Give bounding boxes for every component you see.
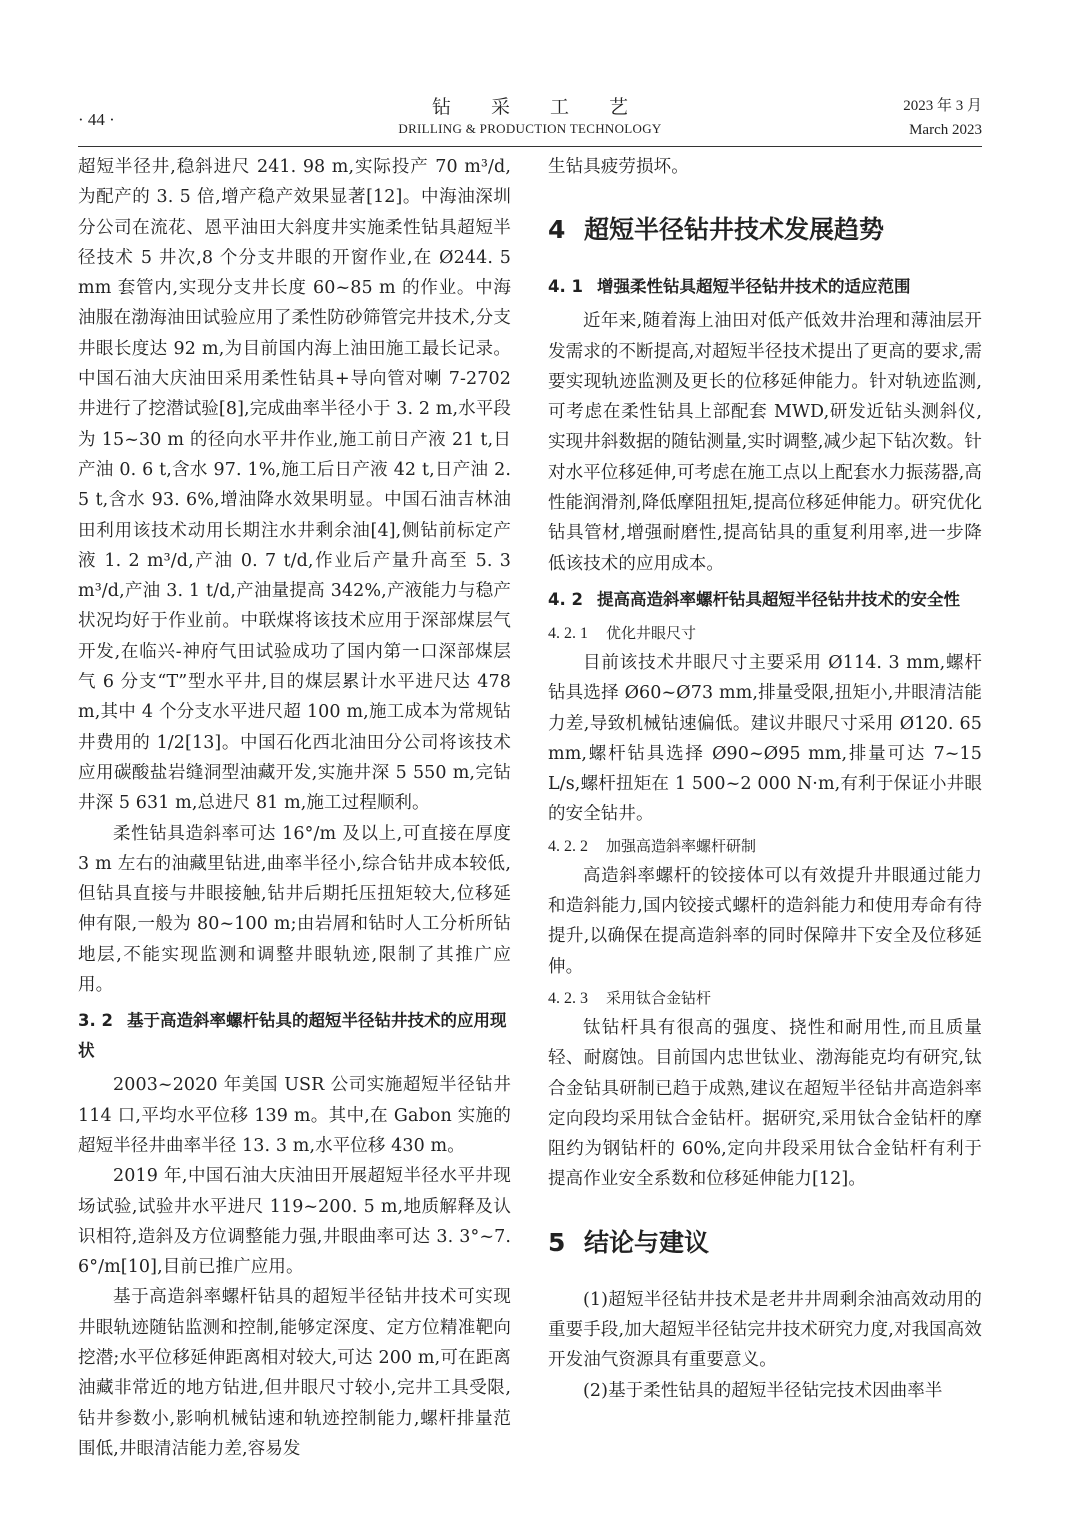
section-title: 采用钛合金钻杆: [606, 988, 712, 1007]
section-number: 4. 1: [548, 277, 583, 297]
section-title: 加强高造斜率螺杆研制: [606, 836, 757, 855]
section-heading-4-2: [548, 585, 982, 615]
paragraph: (2)基于柔性钻具的超短半径钻完技术因曲率半: [583, 1380, 943, 1401]
paragraph: 柔性钻具造斜率可达 16°/m 及以上,可直接在厚度 3 m 左右的油藏里钻进,曲率半径小,综合钻井成本较低,但钻具直接与井眼接触,钻井后期托压扭矩较大,位移延伸有限,一般为 80~100 m;由岩屑和钻时人工分析所钻地层,不能实现监测和调整井眼轨迹,限制了其推广应用。: [78, 823, 511, 996]
paragraph: 生钻具疲劳损坏。: [548, 157, 689, 177]
section-number: 4. 2: [548, 589, 583, 609]
section-number: 4: [548, 215, 566, 245]
section-title: 结论与建议: [584, 1227, 710, 1257]
section-number: 4. 2. 2: [548, 837, 588, 855]
issue-date-en: March 2023: [909, 122, 982, 138]
section-title: 超短半径钻井技术发展趋势: [584, 215, 885, 245]
paragraph: 基于高造斜率螺杆钻具的超短半径钻井技术可实现井眼轨迹随钻监测和控制,能够定深度、定方位精准靶向挖潜;水平位移延伸距离相对较大,可达 200 m,可在距离油藏非常近的地方钻进,但井眼尺寸较小,完井工具受限,钻井参数小,影响机械钻速和轨迹控制能力,螺杆排量范围低,井眼清洁能力差,容易发: [78, 1287, 511, 1459]
section-title: 优化井眼尺寸: [606, 623, 697, 642]
left-column: [78, 152, 511, 1464]
paragraph: (1)超短半径钻井技术是老井井周剩余油高效动用的重要手段,加大超短半径钻完井技术研究力度,对我国高效开发油气资源具有重要意义。: [548, 1289, 982, 1371]
section-number: 4. 2. 1: [548, 624, 588, 642]
issue-date-cn: 2023 年 3 月: [903, 98, 982, 114]
header-rule: [78, 146, 982, 147]
paragraph: 目前该技术井眼尺寸主要采用 Ø114. 3 mm,螺杆钻具选择 Ø60~Ø73 mm,排量受限,扭矩小,井眼清洁能力差,导致机械钻速偏低。建议井眼尺寸采用 Ø120. 65 mm,螺杆钻具选择 Ø90~Ø95 mm,排量可达 7~15 L/s,螺杆扭矩在 1 500~2 000 N·m,有利于保证小井眼的安全钻井。: [548, 652, 982, 825]
section-number: 5: [548, 1227, 566, 1257]
paragraph: 高造斜率螺杆的铰接体可以有效提升井眼通过能力和造斜能力,国内铰接式螺杆的造斜能力和使用寿命有待提升,以确保在提高造斜率的同时保障井下安全及位移延伸。: [548, 865, 982, 977]
paragraph: 近年来,随着海上油田对低产低效井治理和薄油层开发需求的不断提高,对超短半径技术提出了更高的要求,需要实现轨迹监测及更长的位移延伸能力。针对轨迹监测,可考虑在柔性钻具上部配套 MWD,研发近钻头测斜仪,实现井斜数据的随钻测量,实时调整,减少起下钻次数。针对水平位移延伸,可考虑在施工点以上配套水力振荡器,高性能润滑剂,降低摩阻扭矩,提高位移延伸能力。研究优化钻具管材,增强耐磨性,提高钻具的重复利用率,进一步降低该技术的应用成本。: [548, 311, 982, 574]
section-title: 提高高造斜率螺杆钻具超短半径钻井技术的安全性: [596, 589, 960, 609]
issue-date: [903, 94, 982, 142]
paragraph: 钛钻杆具有很高的强度、挠性和耐用性,而且质量轻、耐腐蚀。目前国内忠世钛业、渤海能克均有研究,钛合金钻具研制已趋于成熟,建议在超短半径钻井高造斜率定向段均采用钛合金钻杆。据研究,采用钛合金钻杆的摩阻约为钢钻杆的 60%,定向井段采用钛合金钻杆有利于提高作业安全系数和位移延伸能力[12]。: [548, 1017, 982, 1190]
section-heading-4-1: [548, 272, 982, 302]
journal-subtitle: DRILLING & PRODUCTION TECHNOLOGY: [398, 121, 662, 136]
section-number: 3. 2: [78, 1011, 113, 1031]
right-column: [548, 152, 982, 1406]
section-heading-3-2: [78, 1006, 511, 1066]
section-heading-4: [548, 210, 982, 250]
section-title: 增强柔性钻具超短半径钻井技术的适应范围: [596, 277, 911, 297]
section-heading-4-2-3: [548, 984, 982, 1013]
journal-title: 钻采工艺: [431, 96, 668, 118]
page-number: · 44 ·: [78, 110, 115, 129]
section-number: 4. 2. 3: [548, 989, 588, 1007]
section-title: 基于高造斜率螺杆钻具的超短半径钻井技术的应用现状: [78, 1011, 507, 1061]
paragraph: 超短半径井,稳斜进尺 241. 98 m,实际投产 70 m³/d,为配产的 3. 5 倍,增产稳产效果显著[12]。中海油深圳分公司在流花、恩平油田大斜度井实施柔性钻具超短半径技术 5 井次,8 个分支井眼的开窗作业,在 Ø244. 5 mm 套管内,实现分支井长度 60~85 m 的作业。中海油服在渤海油田试验应用了柔性防砂筛管完井技术,分支井眼长度达 92 m,为目前国内海上油田施工最长记录。中国石油大庆油田采用柔性钻具+导向管对喇 7-2702 井进行了挖潜试验[8],完成曲率半径小于 3. 2 m,水平段为 15~30 m 的径向水平井作业,施工前日产液 21 t,日产油 0. 6 t,含水 97. 1%,施工后日产液 42 t,日产油 2. 5 t,含水 93. 6%,增油降水效果明显。中国石油吉林油田利用该技术动用长期注水井剩余油[4],侧钻前标定产液 1. 2 m³/d,产油 0. 7 t/d,作业后产量升高至 5. 3 m³/d,产油 3. 1 t/d,产油量提高 342%,产液能力与稳产状况均好于作业前。中联煤将该技术应用于深部煤层气开发,在临兴-神府气田试验成功了国内第一口深部煤层气 6 分支“T”型水平井,目的煤层累计水平进尺达 478 m,其中 4 个分支水平进尺超 100 m,施工成本为常规钻井费用的 1/2[13]。中国石化西北油田分公司将该技术应用碳酸盐岩缝洞型油藏开发,实施井深 5 550 m,完钻井深 5 631 m,总进尺 81 m,施工过程顺利。: [78, 157, 511, 814]
section-heading-5: [548, 1223, 982, 1263]
page-header: [78, 88, 982, 148]
paragraph: 2019 年,中国石油大庆油田开展超短半径水平井现场试验,试验井水平进尺 119~200. 5 m,地质解释及认识相符,造斜及方位调整能力强,井眼曲率可达 3. 3°~7. 6°/m[10],目前已推广应用。: [78, 1166, 511, 1278]
section-heading-4-2-2: [548, 832, 982, 861]
paragraph: 2003~2020 年美国 USR 公司实施超短半径钻井 114 口,平均水平位移 139 m。其中,在 Gabon 实施的超短半径井曲率半径 13. 3 m,水平位移 430 m。: [78, 1075, 511, 1156]
section-heading-4-2-1: [548, 619, 982, 648]
